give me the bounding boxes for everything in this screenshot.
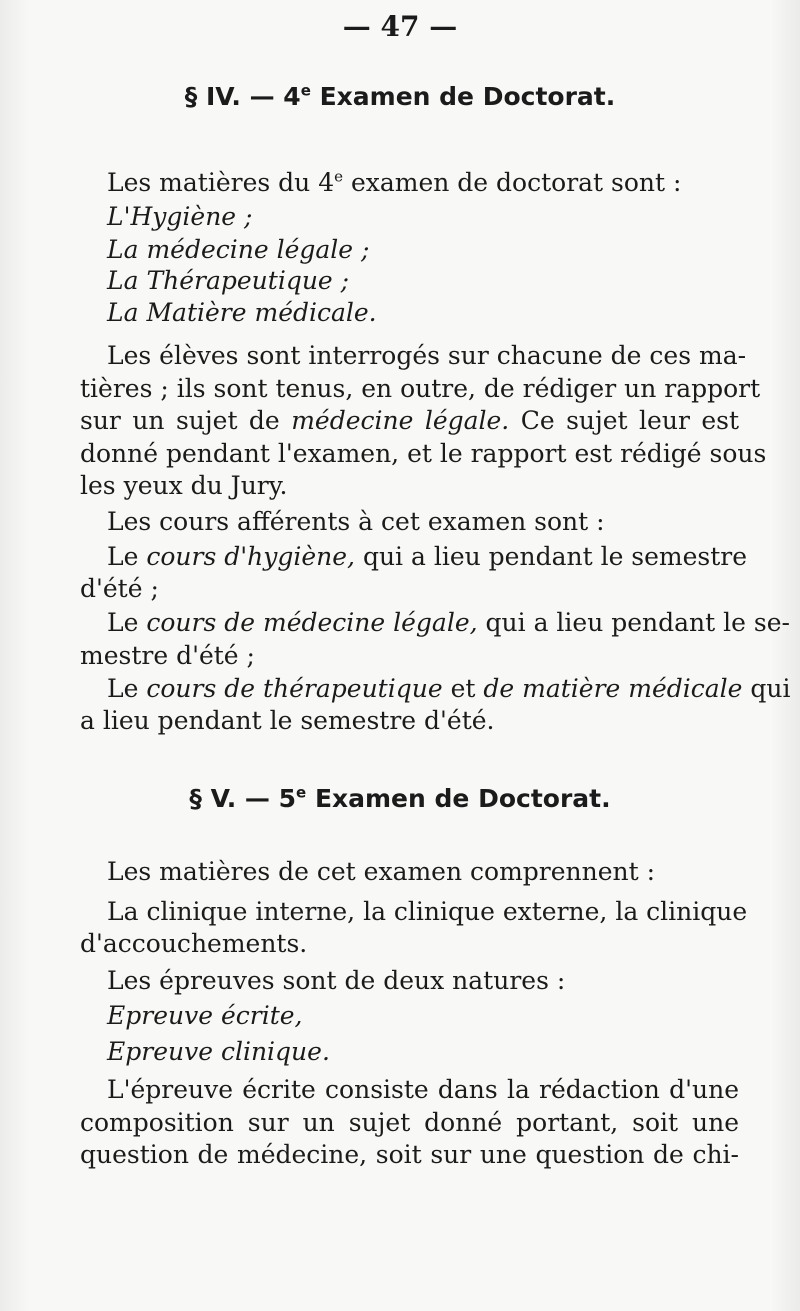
course-line — [107, 672, 791, 706]
paragraph-line: donné pendant l'examen, et le rapport est rédigé sous — [80, 439, 767, 468]
course-line: mestre d'été ; — [80, 641, 255, 670]
section-v-heading-suffix: Examen de Doctorat. — [306, 784, 611, 813]
text-span: Ce sujet leur est — [520, 406, 740, 435]
section-iv-intro — [107, 166, 681, 200]
paragraph-line — [80, 404, 739, 438]
subject-item: L'Hygiène ; — [107, 202, 253, 231]
intro-prefix: Les matières du 4 — [107, 168, 335, 197]
section-iv-heading-suffix: Examen de Doctorat. — [310, 82, 616, 111]
paragraph-line: composition sur un sujet donné portant, soit une — [80, 1108, 739, 1137]
section-v-heading-prefix: § V. — 5 — [189, 784, 297, 813]
course-line — [107, 540, 748, 574]
paragraph-line: d'accouchements. — [80, 929, 308, 958]
text-span: qui a lieu pendant le se- — [485, 608, 790, 637]
course-line: d'été ; — [80, 574, 159, 603]
section-v-heading — [0, 784, 800, 813]
tests-intro: Les épreuves sont de deux natures : — [107, 966, 566, 995]
course-line: a lieu pendant le semestre d'été. — [80, 706, 495, 735]
text-span: qui — [750, 674, 791, 703]
section-iv-heading-sup: e — [300, 81, 311, 100]
subject-item: La Thérapeutique ; — [107, 266, 350, 295]
paragraph-line: La clinique interne, la clinique externe, la clinique — [107, 897, 748, 926]
section-v-intro: Les matières de cet examen comprennent : — [107, 857, 656, 886]
text-span-italic: de matière médicale — [483, 674, 743, 703]
text-span: Le — [107, 674, 139, 703]
text-span: Le — [107, 542, 139, 571]
course-line — [107, 606, 790, 640]
subject-item: La médecine légale ; — [107, 235, 370, 264]
text-span-italic: cours de médecine légale, — [146, 608, 478, 637]
text-span-italic: cours d'hygiène, — [146, 542, 355, 571]
intro-suffix: examen de doctorat sont : — [343, 168, 682, 197]
courses-intro: Les cours afférents à cet examen sont : — [107, 507, 605, 536]
section-v-heading-sup: e — [296, 783, 307, 802]
paragraph-line: question de médecine, soit sur une question de chi- — [80, 1140, 739, 1169]
paragraph-line: L'épreuve écrite consiste dans la rédaction d'une — [107, 1075, 739, 1104]
paragraph-line: Les élèves sont interrogés sur chacune de ces ma- — [107, 341, 747, 370]
text-span: et — [450, 674, 476, 703]
page-number: — 47 — — [342, 10, 458, 43]
text-span: sur un sujet de — [80, 406, 280, 435]
test-item: Epreuve écrite, — [107, 1001, 303, 1030]
section-iv-heading — [0, 82, 800, 111]
paragraph-line: tières ; ils sont tenus, en outre, de rédiger un rapport — [80, 374, 761, 403]
intro-sup: e — [334, 167, 343, 186]
paragraph-line: les yeux du Jury. — [80, 471, 288, 500]
section-iv-heading-prefix: § IV. — 4 — [184, 82, 301, 111]
subject-item: La Matière médicale. — [107, 298, 377, 327]
text-span-italic: médecine légale. — [291, 406, 510, 435]
text-span: qui a lieu pendant le semestre — [362, 542, 748, 571]
text-span-italic: cours de thérapeutique — [146, 674, 443, 703]
text-span: Le — [107, 608, 139, 637]
test-item: Epreuve clinique. — [107, 1037, 330, 1066]
